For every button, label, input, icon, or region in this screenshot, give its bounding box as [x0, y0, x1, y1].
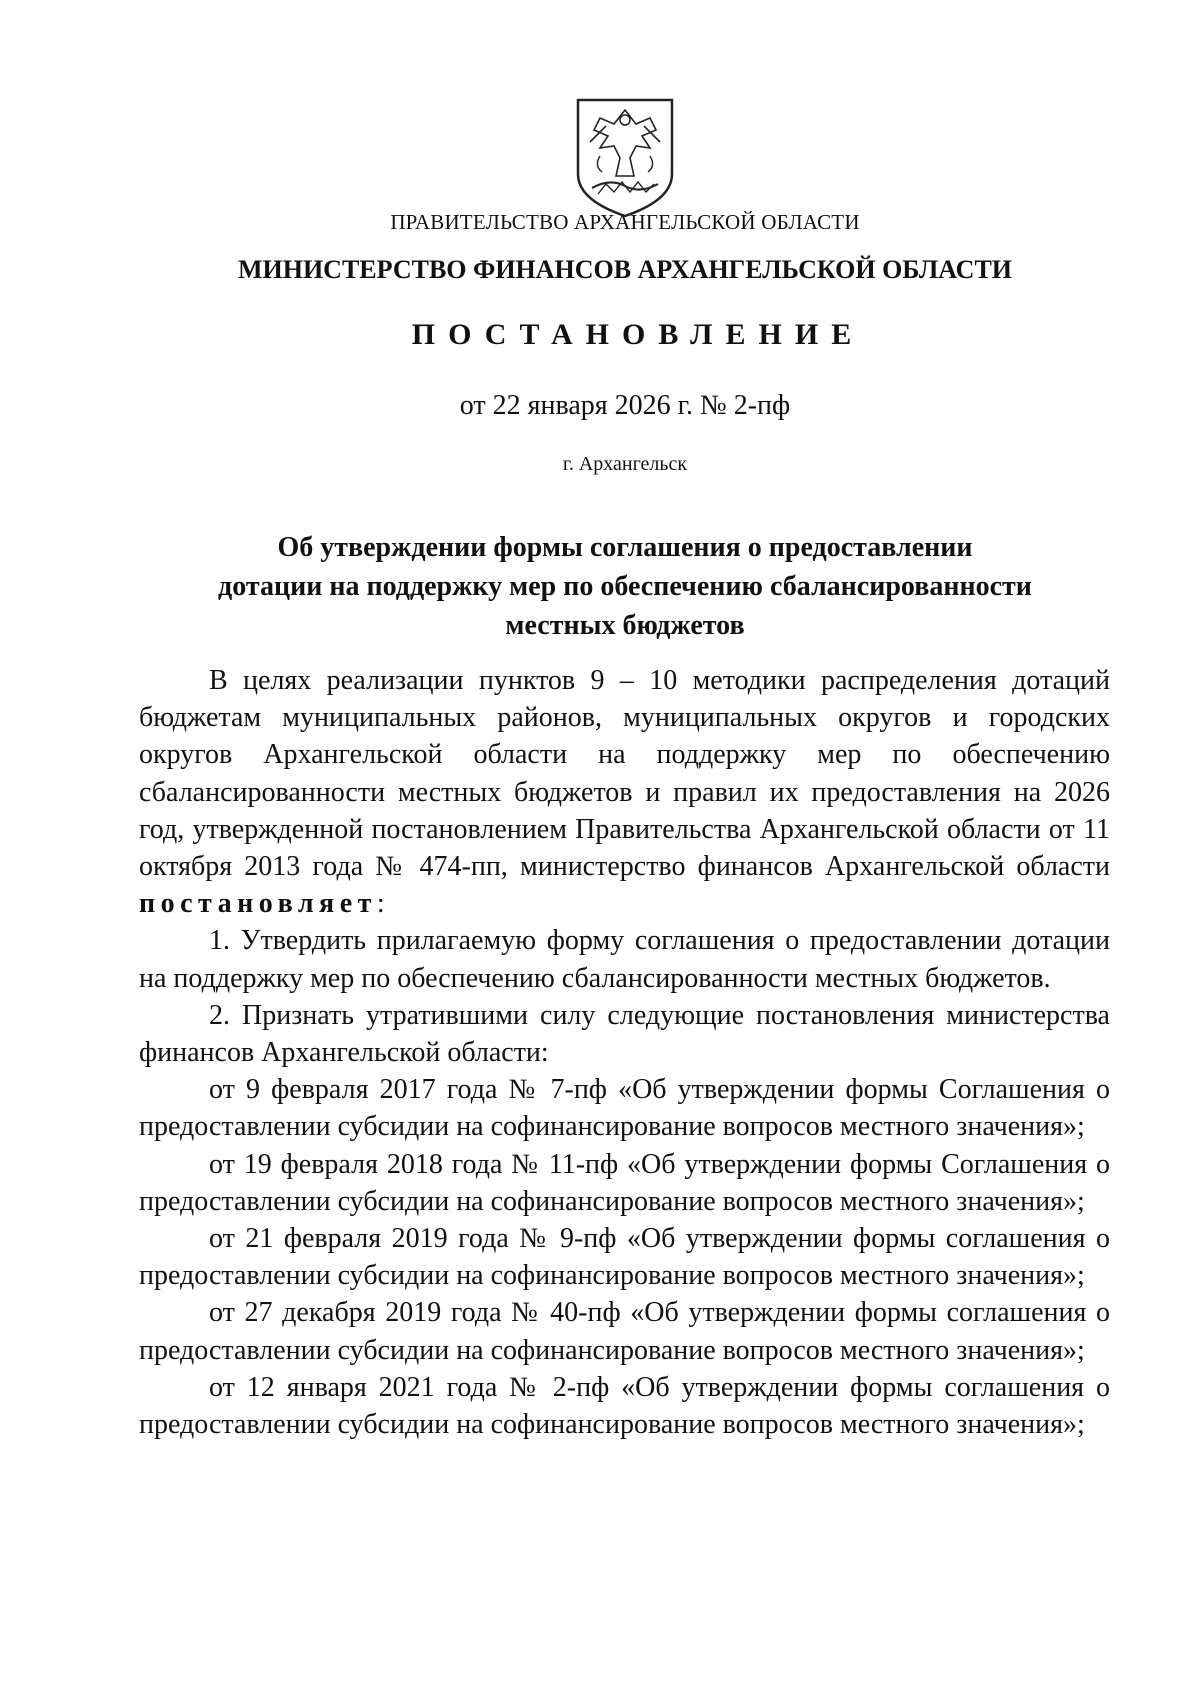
title-line: Об утверждении формы соглашения о предоставлении — [277, 532, 973, 563]
repealed-decree-item: от 12 января 2021 года № 2-пф «Об утверждении формы соглашения о предоставлении субсидии на софинансирование вопросов местного значения»; — [139, 1371, 1110, 1441]
item-1-paragraph: 1. Утвердить прилагаемую форму соглашения о предоставлении дотации на поддержку мер по обеспечению сбалансированности местных бюджетов. — [139, 925, 1110, 994]
title-line: местных бюджетов — [505, 610, 745, 641]
decides-word: постановляет — [139, 888, 377, 920]
ministry-name: МИНИСТЕРСТВО ФИНАНСОВ АРХАНГЕЛЬСКОЙ ОБЛАСТИ — [237, 255, 1013, 284]
repealed-decree-item: от 21 февраля 2019 года № 9-пф «Об утверждении формы соглашения о предоставлении субсидии на софинансирование вопросов местного значения»; — [139, 1223, 1110, 1292]
decides-colon: : — [376, 888, 385, 920]
government-name: ПРАВИТЕЛЬСТВО АРХАНГЕЛЬСКОЙ ОБЛАСТИ — [390, 210, 860, 234]
title-line: дотации на поддержку мер по обеспечению сбалансированности — [218, 571, 1032, 602]
repealed-decree-item: от 19 февраля 2018 года № 11-пф «Об утверждении формы Соглашения о предоставлении субсидии на софинансирование вопросов местного значения»; — [139, 1148, 1110, 1217]
repealed-decree-item: от 9 февраля 2017 года № 7-пф «Об утверждении формы Соглашения о предоставлении субсидии на софинансирование вопросов местного значения»; — [139, 1074, 1110, 1143]
preamble-text: В целях реализации пунктов 9 – 10 методики распределения дотаций бюджетам муниципальных районов, муниципальных округов и городских округов Архангельской области на поддержку мер по обеспечению сбалансированности местных бюджетов и правил их предоставления на 2026 год, утвержденной постановлением Правительства Архангельской области от 11 октября 2013 года № 474-пп, министерство финансов Архангельской области — [139, 665, 1110, 883]
document-type: ПОСТАНОВЛЕНИЕ — [411, 318, 865, 351]
preamble-paragraph — [139, 662, 1110, 922]
item-2-paragraph: 2. Признать утратившими силу следующие постановления министерства финансов Архангельской области: — [139, 999, 1110, 1069]
document-title — [120, 528, 1130, 645]
document-date-number: от 22 января 2026 г. № 2-пф — [459, 390, 791, 421]
document-city: г. Архангельск — [562, 453, 688, 475]
repealed-decree-item: от 27 декабря 2019 года № 40-пф «Об утверждении формы соглашения о предоставлении субсидии на софинансирование вопросов местного значения»; — [139, 1297, 1110, 1366]
document-body — [139, 662, 1110, 1443]
coat-of-arms-emblem — [570, 96, 680, 220]
